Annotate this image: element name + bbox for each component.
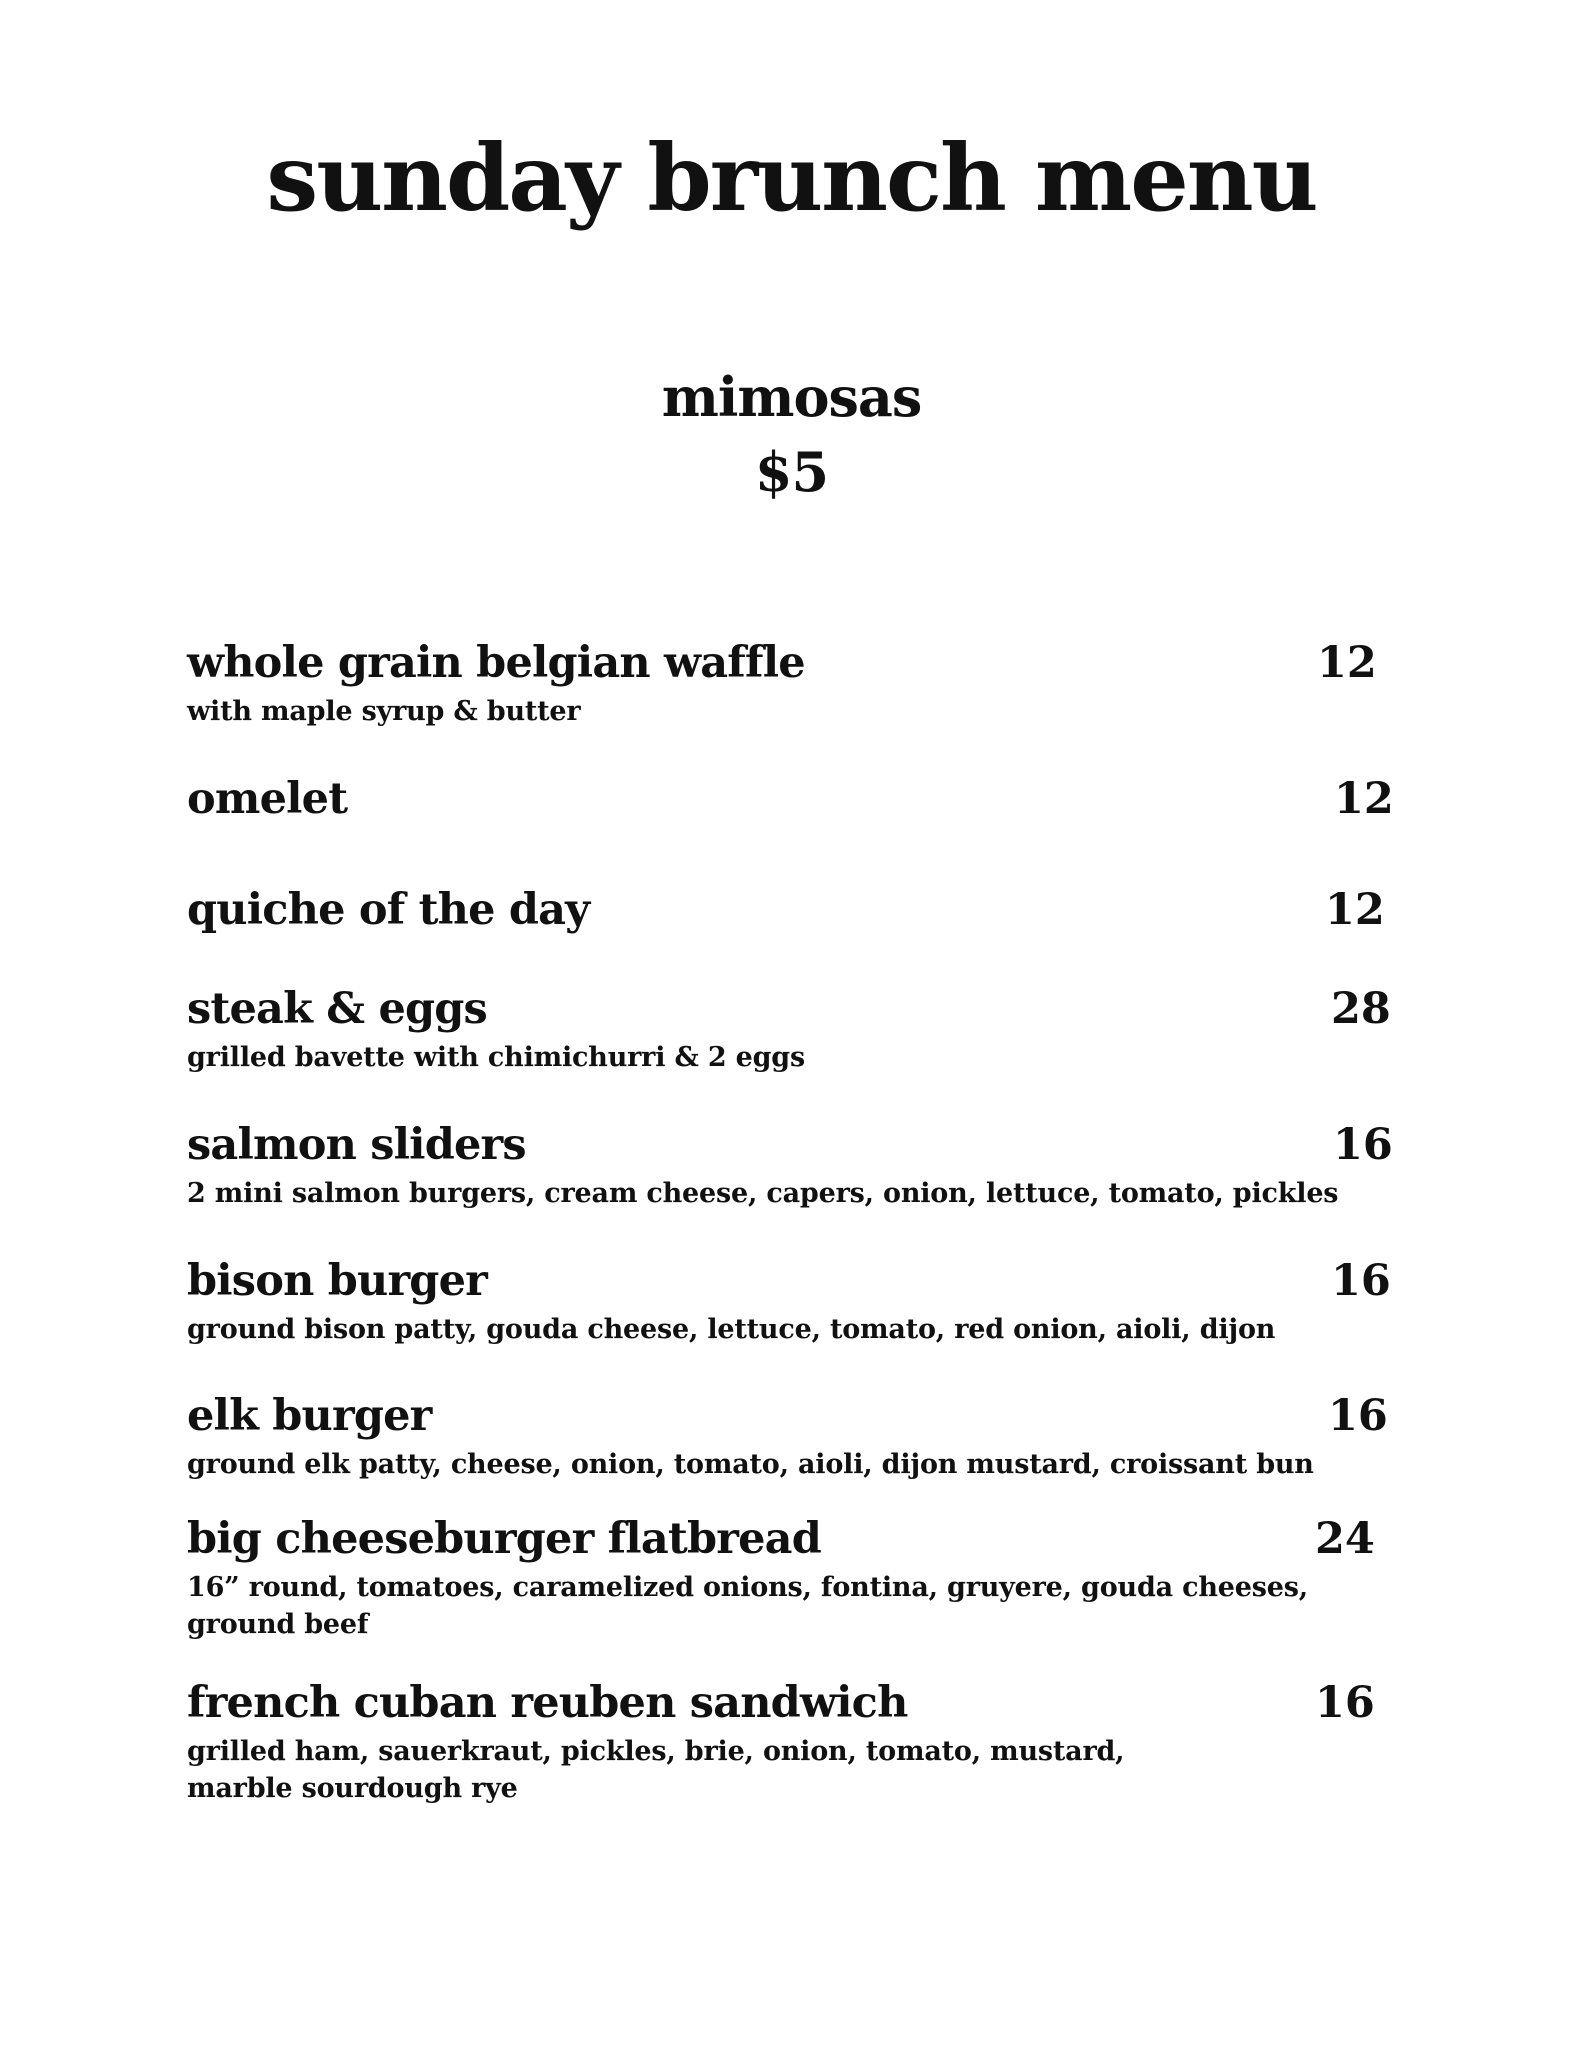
item-name: omelet (187, 774, 348, 824)
item-price: 12 (1325, 885, 1385, 935)
item-name: bison burger (187, 1256, 487, 1306)
item-price: 12 (1317, 638, 1377, 688)
menu-item (187, 1256, 1391, 1348)
item-description-line: ground beef (187, 1609, 369, 1640)
menu-item (187, 984, 1391, 1076)
item-price: 28 (1331, 984, 1391, 1034)
item-name: quiche of the day (187, 885, 590, 935)
item-description (187, 1733, 1387, 1807)
item-name: elk burger (187, 1391, 432, 1441)
menu-item (187, 774, 1394, 824)
item-description (187, 1569, 1387, 1643)
item-description-line: marble sourdough rye (187, 1773, 518, 1804)
menu-item (187, 1120, 1393, 1212)
menu-item (187, 1514, 1387, 1643)
item-description: ground elk patty, cheese, onion, tomato, aioli, dijon mustard, croissant bun (187, 1449, 1314, 1480)
item-price: 16 (1331, 1256, 1391, 1306)
item-name: french cuban reuben sandwich (187, 1678, 908, 1728)
item-price: 16 (1315, 1678, 1375, 1728)
item-price: 16 (1328, 1391, 1388, 1441)
menu-item (187, 1391, 1388, 1483)
item-description-line: grilled ham, sauerkraut, pickles, brie, onion, tomato, mustard, (187, 1736, 1125, 1767)
item-price: 12 (1334, 774, 1394, 824)
item-price: 24 (1315, 1514, 1375, 1564)
special-name: mimosas (661, 365, 922, 429)
item-description: 2 mini salmon burgers, cream cheese, capers, onion, lettuce, tomato, pickles (187, 1178, 1339, 1209)
item-description: grilled bavette with chimichurri & 2 eggs (187, 1042, 805, 1073)
item-name: big cheeseburger flatbread (187, 1514, 821, 1564)
menu-item (187, 638, 1387, 730)
item-name: steak & eggs (187, 984, 487, 1034)
item-description: ground bison patty, gouda cheese, lettuce, tomato, red onion, aioli, dijon (187, 1314, 1276, 1345)
item-price: 16 (1333, 1120, 1393, 1170)
page-title: sunday brunch menu (266, 124, 1317, 232)
item-name: whole grain belgian waffle (187, 638, 805, 688)
special-price: $5 (754, 440, 829, 504)
menu-item (187, 885, 1387, 935)
item-description: with maple syrup & butter (187, 696, 581, 727)
menu-item (187, 1678, 1387, 1807)
item-description-line: 16” round, tomatoes, caramelized onions, fontina, gruyere, gouda cheeses, (187, 1572, 1308, 1603)
item-name: salmon sliders (187, 1120, 526, 1170)
